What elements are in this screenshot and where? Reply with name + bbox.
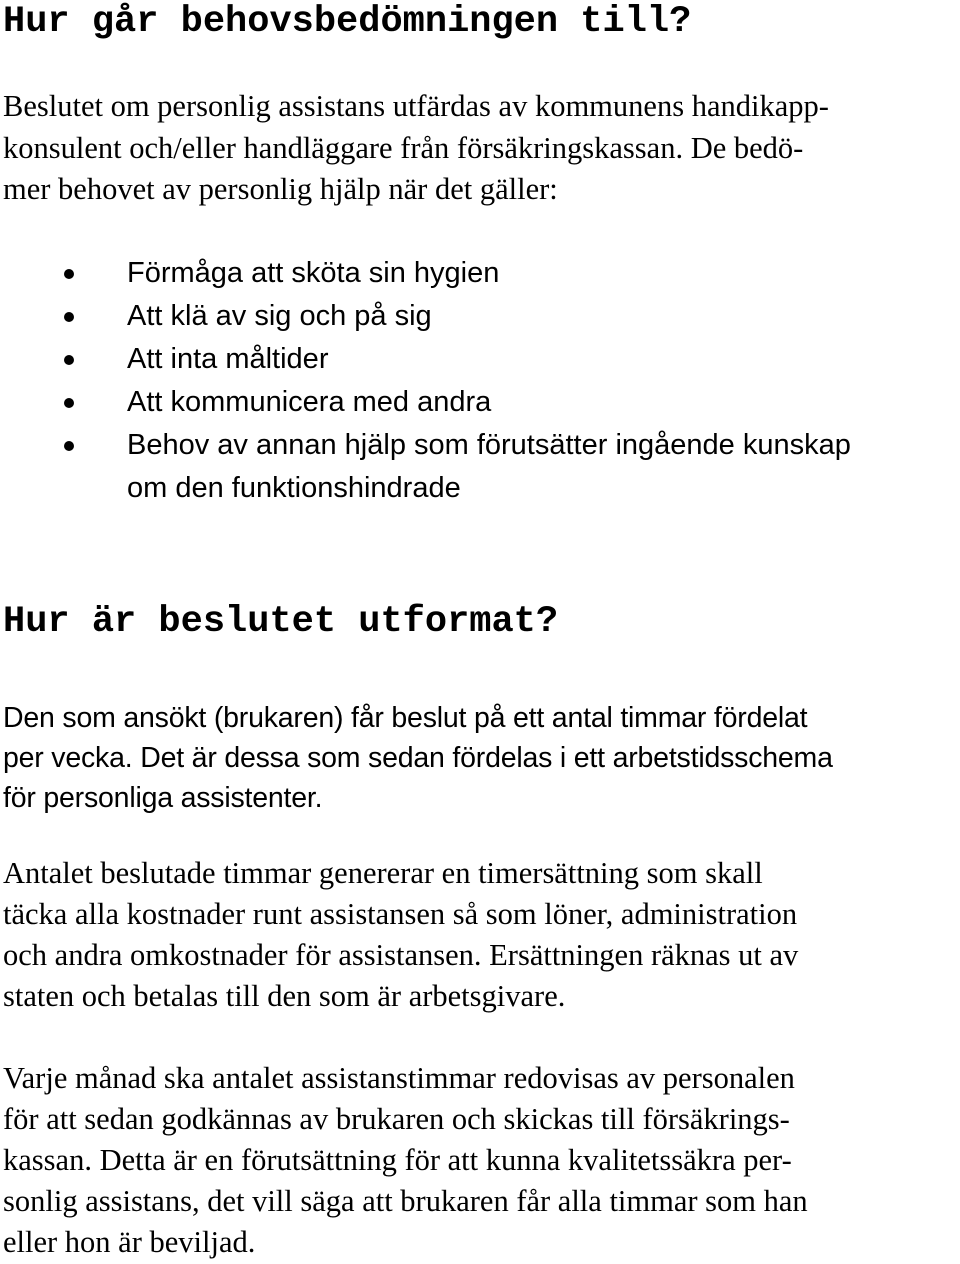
text-line: täcka alla kostnader runt assistansen så som löner, administration — [3, 897, 798, 931]
section-heading-assessment: Hur går behovsbedömningen till? — [3, 1, 692, 43]
text-line: och andra omkostnader för assistansen. Ersättningen räknas ut av — [3, 938, 799, 972]
section-heading-decision: Hur är beslutet utformat? — [3, 601, 559, 643]
list-item-other-help — [0, 424, 851, 510]
needs-list — [0, 252, 851, 510]
text-line: mer behovet av personlig hjälp när det gäller: — [3, 172, 558, 206]
list-item-text: Att klä av sig och på sig — [127, 300, 432, 332]
hours-paragraph — [3, 853, 798, 1017]
monthly-report-paragraph — [3, 1058, 808, 1263]
text-line: eller hon är beviljad. — [3, 1225, 256, 1259]
list-item-text: Förmåga att sköta sin hygien — [127, 257, 500, 289]
text-line: för att sedan godkännas av brukaren och skickas till försäkrings- — [3, 1102, 790, 1136]
intro-paragraph — [3, 86, 829, 211]
text-line: per vecka. Det är dessa som sedan fördelas i ett arbetstidsschema — [3, 742, 833, 774]
bullet-icon — [64, 312, 74, 322]
bullet-icon — [64, 398, 74, 408]
text-line: Beslutet om personlig assistans utfärdas av kommunens handikapp- — [3, 89, 829, 123]
list-item-communication — [0, 381, 851, 424]
bullet-icon — [64, 441, 74, 451]
text-line: Antalet beslutade timmar genererar en timersättning som skall — [3, 856, 763, 890]
bullet-icon — [64, 269, 74, 279]
list-item-text: om den funktionshindrade — [127, 472, 461, 504]
text-line: för personliga assistenter. — [3, 782, 323, 814]
list-item-hygiene — [0, 252, 851, 295]
list-item-dressing — [0, 295, 851, 338]
bullet-icon — [64, 355, 74, 365]
text-line: sonlig assistans, det vill säga att brukaren får alla timmar som han — [3, 1184, 808, 1218]
text-line: Varje månad ska antalet assistanstimmar redovisas av personalen — [3, 1061, 795, 1095]
decision-paragraph — [3, 698, 833, 818]
list-item-text: Att inta måltider — [127, 343, 329, 375]
text-line: Den som ansökt (brukaren) får beslut på ett antal timmar fördelat — [3, 702, 808, 734]
list-item-meals — [0, 338, 851, 381]
list-item-text: Behov av annan hjälp som förutsätter ingående kunskap — [127, 429, 851, 461]
text-line: kassan. Detta är en förutsättning för att kunna kvalitetssäkra per- — [3, 1143, 792, 1177]
text-line: staten och betalas till den som är arbetsgivare. — [3, 979, 566, 1013]
text-line: konsulent och/eller handläggare från försäkringskassan. De bedö- — [3, 130, 804, 165]
list-item-text: Att kommunicera med andra — [127, 386, 492, 418]
